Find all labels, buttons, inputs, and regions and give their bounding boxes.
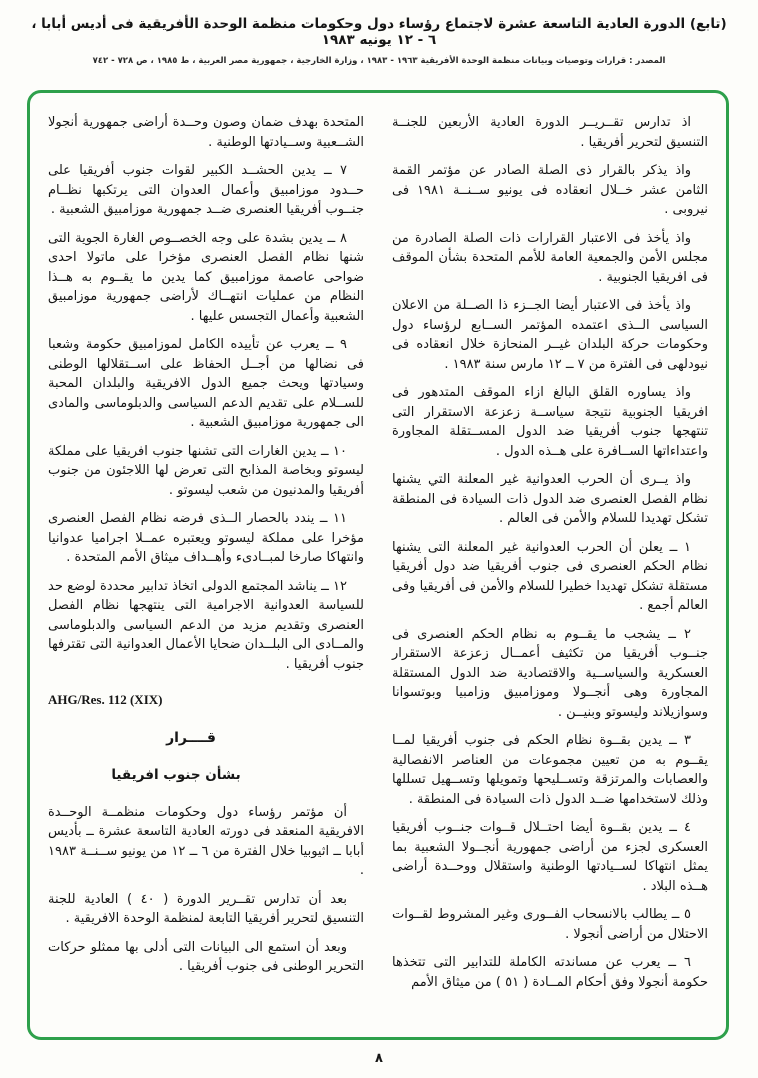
paragraph: ٩ ــ يعرب عن تأييده الكامل لموزامبيق حكومة وشعبا فى نضالها من أجــل الحفاظ على اســتقلالها الوطنى وسيادتها ويحث جميع الدول الافريقية والبلدان المحبة للســلام على تقديم الدعم السياسى والدبلوماسى والمادى الى جمهورية موزامبيق الشعبية . [48, 337, 364, 430]
paragraph: ٧ ــ يدين الحشــد الكبير لقوات جنوب أفريقيا على حــدود موزامبيق وأعمال العدوان التى يرتكبها نظــام جنــوب أفريقيا العنصرى ضــد جمهورية موزامبيق الشعبية . [48, 163, 364, 217]
paragraph: واذ يأخذ فى الاعتبار أيضا الجــزء ذا الصــلة من الاعلان السياسى الــذى اعتمده المؤتمر الســابع لرؤساء دول وحكومات حركة البلدان غيــر المنحازة خلال انعقاده فى نيودلهى فى الفترة من ٧ ــ ١٢ مارس سنة ١٩٨٣ . [392, 298, 708, 372]
paragraph: ٤ ــ يدين بقــوة أيضا احتــلال قــوات جنــوب أفريقيا العسكرى لجزء من أراضى جمهورية أنجــولا الشعبية بما يمثل انتهاكا لســيادتها الوطنية واستقلال ووحــدة أراضى هــذه البلاد . [392, 820, 708, 894]
paragraph: المتحدة بهدف ضمان وصون وحــدة أراضى جمهورية أنجولا الشــعبية وســيادتها الوطنية . [48, 115, 364, 150]
resolution-heading: قــــرار [166, 729, 216, 746]
paragraph: ١٠ ــ يدين الغارات التى تشنها جنوب افريقيا على مملكة ليسوتو وبخاصة المذابح التى تعرض لها اللاجئون من جنوب أفريقيا والمدنيون من شعب ليسوتو . [48, 443, 364, 498]
resolution-subject: بشأن جنوب افريقيا [111, 766, 241, 783]
document-frame [27, 90, 729, 1040]
paragraph: ٨ ــ يدين بشدة على وجه الخصــوص الغارة الجوية التى شنها نظام الفصل العنصرى مؤخرا على ماتولا احدى ضواحى عاصمة موزامبيق كما يدين ما يقــوم به هــذا النظام من عمليات انتهــاك لأراضى جمهورية موزامبيق الشعبية وأعمال التجسس عليها . [48, 230, 364, 324]
document-header-title: (تابع) الدورة العادية التاسعة عشرة لاجتماع رؤساء دول وحكومات منظمة الوحدة الأفريقية فى أديس أبابا ، ٦ - ١٢ يونيه ١٩٨٣ [31, 16, 727, 48]
source-citation: المصدر : قرارات وتوصيات وبيانات منظمة الوحدة الأفريقية ١٩٦٣ - ١٩٨٣ ، وزارة الخارجية ، جمهورية مصر العربية ، ط ١٩٨٥ ، ص ٧٢٨ - ٧٤٢ [92, 56, 666, 66]
paragraph: ٣ ــ يدين بقــوة نظام الحكم فى جنوب أفريقيا لمــا يقــوم به من تعيين مجموعات من العناصر الانفصالية والعصابات والمرتزقة وتســليحها وتمويلها وتســهيل تسللها وذلك لاستخدامها ضــد الدول ذات السيادة فى المنطقة . [392, 733, 708, 807]
paragraph: ١ ــ يعلن أن الحرب العدوانية غير المعلنة التى يشنها نظام الحكم العنصرى فى جنوب أفريقيا ضد دول أفريقيا مستقلة تشكل تهديدا خطيرا للسلام والأمن فى أفريقيا وفى العالم أجمع . [392, 539, 708, 613]
right-column [392, 113, 708, 1025]
paragraph: اذ تدارس تقــريــر الدورة العادية الأربعين للجنــة التنسيق لتحرير أفريقيا . [392, 115, 708, 150]
page-number: ٨ [375, 1051, 383, 1066]
paragraph: ٢ ــ يشجب ما يقــوم به نظام الحكم العنصرى فى جنــوب أفريقيا من تكثيف أعمــال زعزعة الاستقرار العسكرية والسياســية والاقتصادية ضد الدول المستقلة المجاورة وهى أنجــولا وموزامبيق وزامبيا وبوتسوانا وسوازيلاند وليسوتو وبنيــن . [392, 626, 708, 720]
paragraph: ١٢ ــ يناشد المجتمع الدولى اتخاذ تدابير محددة لوضع حد للسياسة العدوانية الاجرامية التى ينتهجها نظام الفصل العنصرى وتقديم مزيد من الدعم السياسى والدبلوماسى والمــادى الى البلــدان ضحايا الأعمال العدوانية التى تقترفها جنوب أفريقيا . [48, 578, 364, 672]
paragraph: واذ يــرى أن الحرب العدوانية غير المعلنة التي يشنها نظام الفصل العنصرى ضد الدول ذات السيادة فى المنطقة تشكل تهديدا للسلام والأمن فى العالم . [392, 472, 708, 526]
paragraph: ١١ ــ يندد بالحصار الــذى فرضه نظام الفصل العنصرى مؤخرا على مملكة ليسوتو ويعتبره عمــلا اجراميا عدوانيا وانتهاكا صارخا لمبــادىء وأهــداف ميثاق الأمم المتحدة . [48, 511, 364, 565]
paragraph: واذ يذكر بالقرار ذى الصلة الصادر عن مؤتمر القمة الثامن عشر خــلال انعقاده فى يونيو ســنــة ١٩٨١ فى نيروبى . [392, 163, 708, 217]
paragraph: ٥ ــ يطالب بالانسحاب الفــورى وغير المشروط لقــوات الاحتلال من أراضى أنجولا . [392, 907, 708, 942]
resolution-code: AHG/Res. 112 (XIX) [48, 692, 163, 707]
paragraph: أن مؤتمر رؤساء دول وحكومات منظمــة الوحــدة الافريقية المنعقد فى دورته العادية التاسعة عشرة ــ بأديس أبابا ــ اثيوبيا خلال الفترة من ٦ ــ ١٢ من يونيو ســنــة ١٩٨٣ . [48, 804, 364, 879]
paragraph: وبعد أن استمع الى البيانات التى أدلى بها ممثلو حركات التحرير الوطنى فى جنوب أفريقيا . [48, 939, 364, 975]
paragraph: بعد أن تدارس تقــرير الدورة ( ٤٠ ) العادية للجنة التنسيق لتحرير أفريقيا التابعة لمنظمة الوحدة الافريقية . [48, 891, 364, 927]
paragraph: واذ يساوره القلق البالغ ازاء الموقف المتدهور فى افريقيا الجنوبية نتيجة سياســة زعزعة الاستقرار التى تنتهجها جنوب أفريقيا ضد الدول المســتقلة المجاورة واعتداءاتها الســافرة على هــذه الدول . [392, 385, 708, 459]
paragraph: ٦ ــ يعرب عن مساندته الكاملة للتدابير التى تتخذها حكومة أنجولا وفق أحكام المــادة ( ٥١ ) من ميثاق الأمم [392, 955, 708, 990]
paragraph: واذ يأخذ فى الاعتبار القرارات ذات الصلة الصادرة من مجلس الأمن والجمعية العامة للأمم المتحدة بشأن الموقف فى افريقيا الجنوبية . [392, 230, 708, 285]
page-header [0, 0, 758, 66]
left-column [48, 113, 364, 1025]
